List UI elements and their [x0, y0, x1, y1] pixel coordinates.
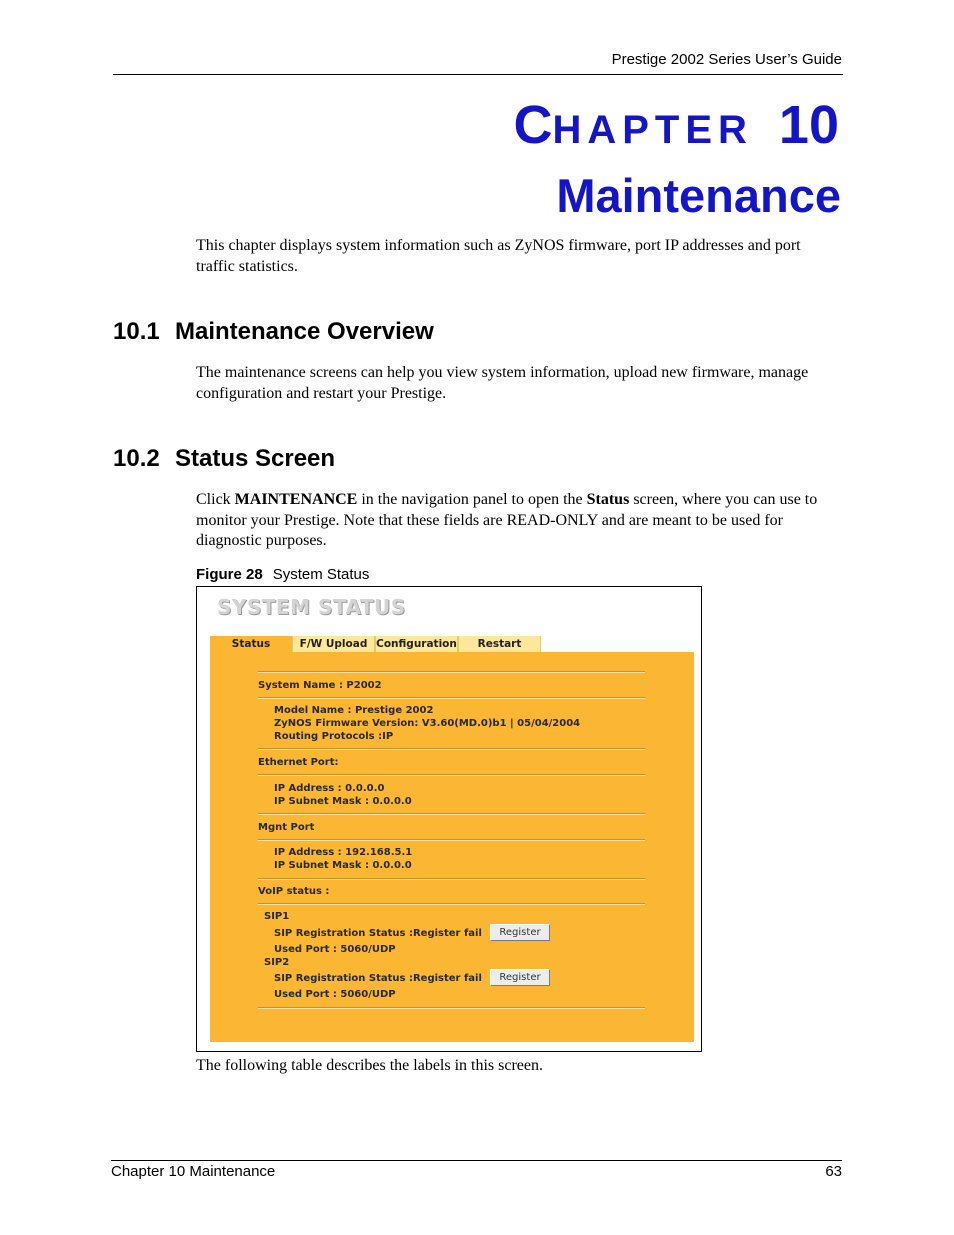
status-text-1: Click	[196, 491, 235, 508]
tab-restart[interactable]: Restart	[458, 636, 541, 652]
section-title: Status Screen	[175, 445, 336, 472]
mgnt-subnet-mask: IP Subnet Mask : 0.0.0.0	[274, 860, 412, 871]
tab-configuration[interactable]: Configuration	[376, 638, 457, 650]
sip1-register-button[interactable]: Register	[490, 924, 550, 941]
page-number: 63	[825, 1163, 842, 1180]
chapter-word-rest: HAPTER	[552, 108, 753, 152]
divider	[258, 839, 645, 841]
overview-paragraph: The maintenance screens can help you view system information, upload new firmware, manage configuration and restart your Prestige.	[196, 364, 809, 402]
divider	[258, 697, 645, 699]
sip2-registration-status: SIP Registration Status :Register fail	[274, 973, 482, 984]
routing-protocols: Routing Protocols :IP	[274, 731, 394, 742]
divider	[258, 813, 645, 815]
running-header: Prestige 2002 Series User’s Guide	[611, 51, 842, 68]
chapter-heading	[513, 95, 839, 155]
chapter-number: 10	[778, 95, 839, 155]
figure-label: Figure 28	[196, 566, 263, 583]
chapter-title: Maintenance	[556, 169, 841, 222]
divider	[258, 878, 645, 880]
section-number: 10.1	[113, 318, 160, 345]
divider	[258, 774, 645, 776]
divider	[258, 671, 645, 673]
system-status-screenshot	[196, 586, 702, 1052]
sip1-registration-status: SIP Registration Status :Register fail	[274, 928, 482, 939]
status-bold-status: Status	[586, 491, 630, 508]
section-heading-status	[113, 445, 335, 473]
header-divider	[113, 74, 843, 75]
chapter-word-initial: C	[513, 95, 553, 155]
after-figure-paragraph: The following table describes the labels in this screen.	[196, 1057, 544, 1074]
footer-chapter-label: Chapter 10 Maintenance	[111, 1163, 276, 1180]
divider	[258, 903, 645, 905]
section-title: Maintenance Overview	[175, 318, 434, 345]
ethernet-ip-address: IP Address : 0.0.0.0	[274, 783, 385, 794]
divider	[258, 1007, 645, 1009]
sip1-label: SIP1	[264, 911, 290, 922]
figure-caption	[196, 566, 369, 583]
model-name: Model Name : Prestige 2002	[274, 705, 434, 716]
sip2-label: SIP2	[264, 957, 290, 968]
status-paragraph	[196, 490, 842, 552]
section-number: 10.2	[113, 445, 160, 472]
sip2-used-port: Used Port : 5060/UDP	[274, 989, 396, 1000]
sip2-register-button[interactable]: Register	[490, 969, 550, 986]
ethernet-port-label: Ethernet Port:	[258, 757, 339, 768]
figure-caption-text: System Status	[272, 566, 370, 583]
section-heading-overview	[113, 318, 434, 346]
status-text-2: in the navigation panel to open the	[357, 491, 587, 508]
tab-bar	[210, 636, 541, 652]
status-panel	[210, 652, 694, 1042]
mgnt-port-label: Mgnt Port	[258, 822, 315, 833]
system-name: System Name : P2002	[258, 680, 382, 691]
sip1-used-port: Used Port : 5060/UDP	[274, 944, 396, 955]
screen-title: SYSTEM STATUS	[217, 595, 406, 619]
tab-fw-upload[interactable]: F/W Upload	[292, 636, 375, 652]
divider	[258, 748, 645, 750]
footer-divider	[111, 1160, 842, 1161]
intro-paragraph: This chapter displays system information such as ZyNOS firmware, port IP addresses and port traffic statistics.	[196, 237, 801, 275]
firmware-version: ZyNOS Firmware Version: V3.60(MD.0)b1 | 05/04/2004	[274, 718, 581, 729]
tab-status[interactable]: Status	[210, 636, 292, 652]
mgnt-ip-address: IP Address : 192.168.5.1	[274, 847, 413, 858]
status-bold-maintenance: MAINTENANCE	[234, 491, 358, 508]
status-text-3: screen, where you can use to monitor your Prestige. Note that these fields are READ-ONLY and are meant to be used for diagnostic purposes.	[196, 491, 818, 549]
voip-status-label: VoIP status :	[258, 886, 330, 897]
ethernet-subnet-mask: IP Subnet Mask : 0.0.0.0	[274, 796, 412, 807]
